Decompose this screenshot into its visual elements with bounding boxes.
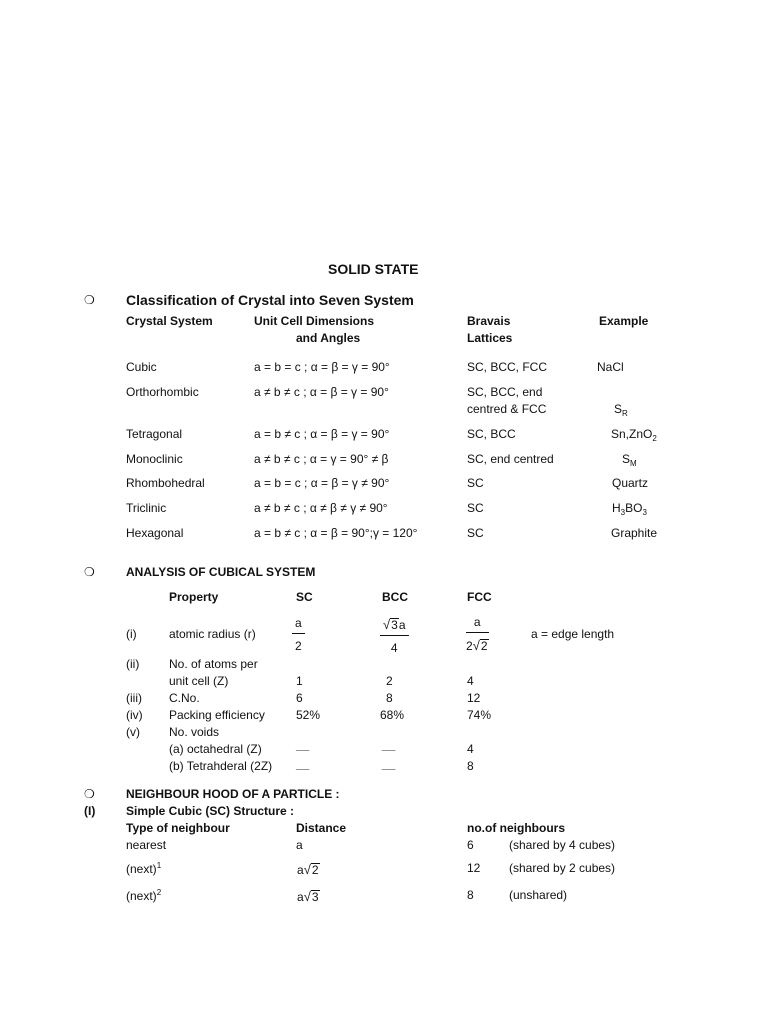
row-example: Quartz [612, 476, 649, 490]
neighbour-type [126, 888, 161, 903]
example-text: Sn,ZnO [611, 427, 653, 441]
fcc-value: 4 [467, 674, 474, 688]
row-dims: a ≠ b ≠ c ; α ≠ β ≠ γ ≠ 90° [254, 501, 388, 515]
row-label: (a) octahedral (Z) [169, 742, 262, 756]
page-title: SOLID STATE [328, 261, 419, 277]
row-bravais: SC, BCC, FCC [467, 360, 548, 374]
row-example [612, 501, 647, 517]
cubical-heading: ANALYSIS OF CUBICAL SYSTEM [126, 565, 316, 579]
superscript: 1 [156, 861, 162, 870]
neighbour-distance: a [296, 838, 303, 852]
neighbour-count: 12 [467, 861, 481, 875]
row-bravais: SC [467, 476, 484, 490]
row-system: Orthorhombic [126, 385, 199, 399]
example-text: H [612, 501, 621, 515]
distance-a: a [297, 863, 304, 877]
row-example [614, 402, 628, 418]
row-index: (v) [126, 725, 140, 739]
sc-value: 52% [296, 708, 321, 722]
bcc-value: 68% [380, 708, 405, 722]
bcc-radius-fraction [380, 617, 409, 655]
example-text: S [614, 402, 623, 416]
fcc-value: 8 [467, 759, 474, 773]
neighbour-distance [297, 889, 320, 904]
row-system: Monoclinic [126, 452, 183, 466]
neighbour-note: (unshared) [509, 888, 568, 902]
row-bravais: SC, BCC [467, 427, 516, 441]
bcc-value: __ [382, 738, 396, 752]
distance-a: a [297, 890, 304, 904]
row-index: (iv) [126, 708, 143, 722]
neighbour-type [126, 861, 161, 876]
example-subscript: 3 [642, 508, 647, 517]
fraction-denominator: 4 [390, 641, 398, 656]
row-label: atomic radius (r) [169, 627, 256, 641]
header-property: Property [169, 590, 219, 604]
example-subscript: 2 [652, 434, 657, 443]
row-bravais-cont: centred & FCC [467, 402, 547, 416]
header-no-of-neighbours: no.of neighbours [467, 821, 565, 835]
row-index: (ii) [126, 657, 140, 671]
radicand: 3 [311, 890, 319, 904]
fraction-denominator-coef: 2 [466, 639, 473, 653]
example-text: BO [625, 501, 643, 515]
sqrt-icon: √ [303, 889, 311, 904]
example-subscript: R [622, 409, 628, 418]
row-system: Hexagonal [126, 526, 184, 540]
fcc-value: 12 [467, 691, 481, 705]
bcc-value: 8 [386, 691, 393, 705]
row-example [622, 452, 637, 468]
row-bravais: SC [467, 501, 484, 515]
superscript: 2 [156, 888, 162, 897]
radicand: 3 [391, 618, 398, 632]
row-index: (iii) [126, 691, 142, 705]
row-bravais: SC, end centred [467, 452, 554, 466]
sc-value: __ [296, 738, 310, 752]
fraction-numerator: a [295, 616, 302, 630]
bullet-icon: ❍ [84, 293, 95, 307]
row-example: NaCl [597, 360, 624, 374]
fraction-denominator [466, 633, 489, 653]
row-dims: a ≠ b ≠ c ; α = β = γ = 90° [254, 385, 389, 399]
header-bravais: Bravais [467, 314, 511, 328]
sc-radius-fraction [292, 616, 305, 653]
edge-length-note: a = edge length [531, 627, 615, 641]
neighbour-heading: NEIGHBOUR HOOD OF A PARTICLE : [126, 787, 340, 801]
row-system: Rhombohedral [126, 476, 205, 490]
subsection-heading: Simple Cubic (SC) Structure : [126, 804, 295, 818]
row-example [611, 427, 657, 443]
fcc-value: 4 [467, 742, 474, 756]
row-example: Graphite [611, 526, 658, 540]
neighbour-type: nearest [126, 838, 167, 852]
row-dims: a = b = c ; α = β = γ ≠ 90° [254, 476, 390, 490]
header-type-of-neighbour: Type of neighbour [126, 821, 230, 835]
row-system: Triclinic [126, 501, 167, 515]
example-text: S [622, 452, 631, 466]
header-angles: and Angles [296, 331, 361, 345]
header-distance: Distance [296, 821, 347, 835]
bcc-value: 2 [386, 674, 393, 688]
bullet-icon: ❍ [84, 787, 95, 801]
fraction-numerator [380, 617, 409, 635]
fraction-numerator-a: a [398, 618, 406, 632]
bullet-icon: ❍ [84, 565, 95, 579]
neighbour-distance [297, 862, 320, 877]
row-system: Tetragonal [126, 427, 183, 441]
sqrt-icon: √ [383, 617, 391, 632]
sc-value: __ [296, 757, 310, 771]
fraction-denominator: 2 [295, 639, 302, 653]
neighbour-note: (shared by 2 cubes) [509, 861, 616, 875]
header-unit-cell-dims: Unit Cell Dimensions [254, 314, 375, 328]
row-label: No. of atoms per [169, 657, 258, 671]
example-subscript: 3 [620, 508, 626, 517]
sc-value: 6 [296, 691, 303, 705]
neighbour-count: 8 [467, 888, 474, 902]
neighbour-count: 6 [467, 838, 474, 852]
row-bravais: SC, BCC, end [467, 385, 543, 399]
fraction-numerator: a [473, 615, 481, 629]
header-bcc: BCC [382, 590, 408, 604]
row-label: C.No. [169, 691, 200, 705]
row-bravais: SC [467, 526, 484, 540]
row-label: Packing efficiency [169, 708, 265, 722]
row-index: (i) [126, 627, 137, 641]
radicand: 2 [311, 863, 319, 877]
header-sc: SC [296, 590, 313, 604]
sc-value: 1 [296, 674, 303, 688]
row-label: (b) Tetrahderal (2Z) [169, 759, 273, 773]
bcc-value: __ [382, 757, 396, 771]
fcc-radius-fraction [466, 615, 489, 653]
neighbour-type-text: (next) [126, 862, 157, 876]
row-dims: a = b = c ; α = β = γ = 90° [254, 360, 390, 374]
row-dims: a = b ≠ c ; α = β = γ = 90° [254, 427, 390, 441]
neighbour-note: (shared by 4 cubes) [509, 838, 616, 852]
neighbour-type-text: (next) [126, 889, 157, 903]
sqrt-icon: √ [303, 862, 311, 877]
row-system: Cubic [126, 360, 157, 374]
classification-heading: Classification of Crystal into Seven System [126, 292, 414, 308]
row-dims: a = b ≠ c ; α = β = 90°;γ = 120° [254, 526, 418, 540]
row-label-cont: unit cell (Z) [169, 674, 229, 688]
radicand: 2 [480, 639, 488, 653]
row-dims: a ≠ b ≠ c ; α = γ = 90° ≠ β [254, 452, 389, 466]
fcc-value: 74% [467, 708, 492, 722]
header-crystal-system: Crystal System [126, 314, 213, 328]
header-example: Example [599, 314, 649, 328]
header-fcc: FCC [467, 590, 492, 604]
subsection-index: (I) [84, 804, 96, 818]
row-label: No. voids [169, 725, 220, 739]
header-lattices: Lattices [467, 331, 513, 345]
sqrt-icon: √ [472, 638, 480, 653]
example-subscript: M [630, 459, 637, 468]
